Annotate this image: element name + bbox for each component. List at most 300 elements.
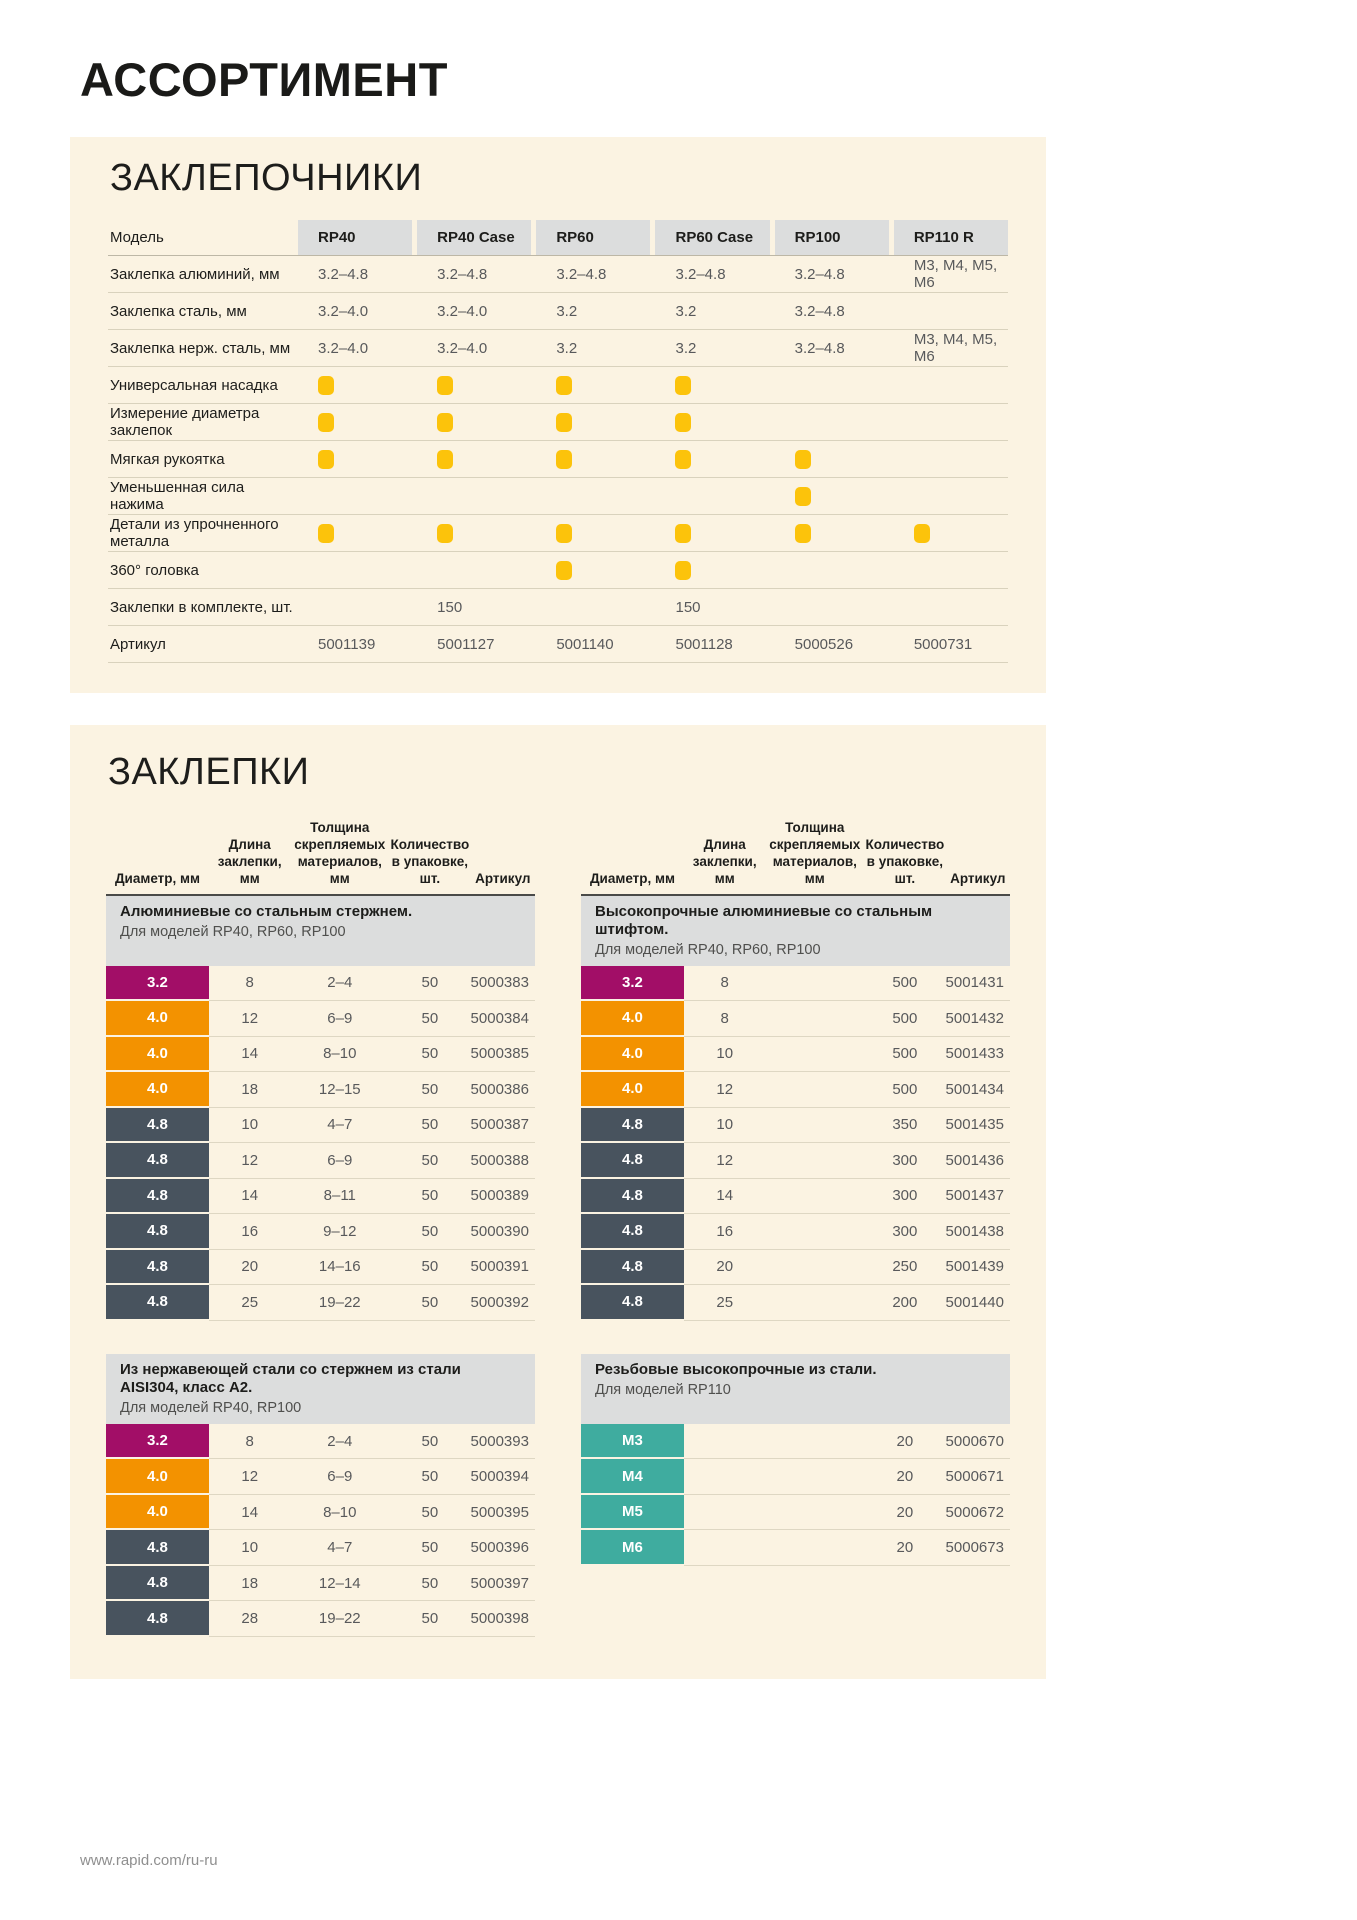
quantity-cell: 50 <box>389 1143 471 1179</box>
thickness-cell: 6–9 <box>290 1143 389 1179</box>
quantity-cell: 50 <box>389 1495 471 1531</box>
riveters-cell: M3, M4, M5, M6 <box>913 257 998 291</box>
sku-cell: 5001434 <box>946 1072 1010 1108</box>
sku-cell: 5001437 <box>946 1179 1010 1215</box>
length-cell: 12 <box>209 1001 291 1037</box>
thickness-cell <box>765 966 864 1002</box>
sku-cell: 5000386 <box>471 1072 535 1108</box>
feature-dot-icon <box>675 450 691 469</box>
quantity-cell: 500 <box>864 1001 946 1037</box>
table-row <box>581 1530 1010 1566</box>
thickness-cell: 4–7 <box>290 1108 389 1144</box>
rivet-table-models: Для моделей RP40, RP60, RP100 <box>120 923 346 940</box>
table-row <box>581 966 1010 1002</box>
riveters-cell <box>775 450 889 469</box>
riveters-cell <box>655 561 769 580</box>
length-cell: 12 <box>684 1143 766 1179</box>
length-cell: 18 <box>209 1072 291 1108</box>
riveters-row-label: Артикул <box>110 635 166 653</box>
feature-dot-icon <box>795 524 811 543</box>
diameter-cell: 4.0 <box>106 1037 209 1073</box>
table-row <box>106 1566 535 1602</box>
table-row <box>106 1285 535 1321</box>
diameter-cell: 3.2 <box>581 966 684 1002</box>
riveters-cell: 3.2–4.8 <box>437 265 488 283</box>
quantity-cell: 20 <box>864 1495 946 1531</box>
sku-cell: 5000389 <box>471 1179 535 1215</box>
sku-cell: 5000392 <box>471 1285 535 1321</box>
sku-cell: 5000395 <box>471 1495 535 1531</box>
rivet-table-rows <box>581 1424 1010 1637</box>
table-row <box>581 1285 1010 1321</box>
riveters-cell <box>298 376 412 395</box>
table-row <box>108 552 1008 589</box>
riveters-row-label: Мягкая рукоятка <box>110 450 225 468</box>
sku-cell: 5000397 <box>471 1566 535 1602</box>
length-cell: 16 <box>684 1214 766 1250</box>
length-cell: 10 <box>684 1037 766 1073</box>
sku-cell: 5000387 <box>471 1108 535 1144</box>
feature-dot-icon <box>675 524 691 543</box>
quantity-cell: 50 <box>389 1459 471 1495</box>
table-row <box>106 1601 535 1637</box>
sku-cell: 5001439 <box>946 1250 1010 1286</box>
diameter-cell: 4.8 <box>106 1601 209 1637</box>
riveters-cell <box>775 487 889 506</box>
column-header: Артикул <box>950 870 1006 886</box>
riveters-model-header: RP100 <box>775 220 889 255</box>
rivet-table-models: Для моделей RP110 <box>595 1381 731 1398</box>
riveters-cell: 3.2 <box>556 339 578 357</box>
table-row <box>108 515 1008 552</box>
riveters-row-label: Заклепка нерж. сталь, мм <box>110 339 291 357</box>
table-row <box>581 1214 1010 1250</box>
riveters-cell: 3.2–4.0 <box>437 302 488 320</box>
diameter-cell: 4.8 <box>581 1108 684 1144</box>
length-cell: 16 <box>209 1214 291 1250</box>
riveters-cell <box>536 376 650 395</box>
sku-cell: 5001432 <box>946 1001 1010 1037</box>
rivets-panel <box>70 725 1046 1679</box>
rivet-column-headers-right <box>581 820 1010 896</box>
length-cell: 14 <box>209 1037 291 1073</box>
thickness-cell: 12–14 <box>290 1566 389 1602</box>
riveters-cell: 3.2–4.8 <box>794 339 845 357</box>
quantity-cell: 500 <box>864 1037 946 1073</box>
feature-dot-icon <box>795 487 811 506</box>
riveters-row-label: Уменьшенная сила нажима <box>110 479 245 513</box>
quantity-cell: 20 <box>864 1459 946 1495</box>
table-row <box>106 1072 535 1108</box>
sku-cell: 5000384 <box>471 1001 535 1037</box>
riveters-cell: 3.2 <box>556 302 578 320</box>
quantity-cell: 500 <box>864 966 946 1002</box>
table-row <box>106 1001 535 1037</box>
rivet-table-title: Высокопрочные алюминиевые со стальным штифтом. <box>595 902 933 938</box>
diameter-cell: 4.0 <box>106 1459 209 1495</box>
feature-dot-icon <box>318 413 334 432</box>
sku-cell: 5001435 <box>946 1108 1010 1144</box>
length-cell: 20 <box>684 1250 766 1286</box>
quantity-cell: 300 <box>864 1179 946 1215</box>
riveters-model-header: RP40 Case <box>417 220 531 255</box>
table-row <box>581 1424 1010 1460</box>
quantity-cell: 50 <box>389 1001 471 1037</box>
table-row <box>581 1108 1010 1144</box>
feature-dot-icon <box>914 524 930 543</box>
thickness-cell: 12–15 <box>290 1072 389 1108</box>
diameter-cell: M5 <box>581 1495 684 1531</box>
sku-cell: 5000388 <box>471 1143 535 1179</box>
riveters-cell: 5001127 <box>437 635 495 653</box>
length-cell: 8 <box>209 1424 291 1460</box>
column-header: Количество в упаковке, шт. <box>865 836 945 886</box>
quantity-cell: 50 <box>389 1566 471 1602</box>
riveters-panel <box>70 137 1046 693</box>
riveters-cell: 3.2–4.0 <box>318 339 369 357</box>
rivets-section-title: ЗАКЛЕПКИ <box>108 751 310 793</box>
sku-cell: 5000393 <box>471 1424 535 1460</box>
rivet-table-rows <box>106 1424 535 1637</box>
diameter-cell: 4.8 <box>581 1179 684 1215</box>
length-cell <box>684 1495 766 1531</box>
column-header: Артикул <box>475 870 531 886</box>
riveters-model-column-label: Модель <box>110 229 164 246</box>
thickness-cell: 9–12 <box>290 1214 389 1250</box>
thickness-cell <box>765 1108 864 1144</box>
diameter-cell: 4.8 <box>106 1143 209 1179</box>
rivet-table-rows <box>581 966 1010 1321</box>
rivet-table-rows <box>106 966 535 1321</box>
riveters-cell: 3.2–4.0 <box>318 302 369 320</box>
diameter-cell: 4.8 <box>106 1285 209 1321</box>
diameter-cell: 4.0 <box>106 1495 209 1531</box>
length-cell <box>684 1530 766 1566</box>
page-title: АССОРТИМЕНТ <box>80 53 448 106</box>
riveters-cell <box>298 413 412 432</box>
riveters-model-header: RP110 R <box>894 220 1008 255</box>
table-row <box>106 1108 535 1144</box>
quantity-cell: 50 <box>389 1108 471 1144</box>
thickness-cell: 6–9 <box>290 1459 389 1495</box>
column-header: Диаметр, мм <box>589 870 676 886</box>
riveters-row-label: Измерение диаметра заклепок <box>110 405 260 439</box>
thickness-cell <box>765 1495 864 1531</box>
riveters-cell: 5000731 <box>913 635 973 653</box>
table-row <box>106 1495 535 1531</box>
length-cell: 10 <box>209 1108 291 1144</box>
diameter-cell: 3.2 <box>106 966 209 1002</box>
table-row <box>581 1250 1010 1286</box>
diameter-cell: 4.8 <box>106 1108 209 1144</box>
riveters-cell <box>894 524 1008 543</box>
table-row <box>108 367 1008 404</box>
sku-cell: 5000391 <box>471 1250 535 1286</box>
table-row <box>108 293 1008 330</box>
table-row <box>108 478 1008 515</box>
table-row <box>106 1250 535 1286</box>
diameter-cell: 4.8 <box>106 1250 209 1286</box>
thickness-cell <box>765 1072 864 1108</box>
riveters-cell <box>298 524 412 543</box>
column-header: Длина заклепки, мм <box>217 836 282 886</box>
sku-cell: 5000670 <box>946 1424 1010 1460</box>
table-row <box>106 1459 535 1495</box>
quantity-cell: 50 <box>389 1072 471 1108</box>
length-cell: 12 <box>209 1143 291 1179</box>
riveters-cell <box>536 524 650 543</box>
thickness-cell <box>765 1143 864 1179</box>
sku-cell: 5000390 <box>471 1214 535 1250</box>
table-row <box>106 966 535 1002</box>
diameter-cell: 4.8 <box>581 1143 684 1179</box>
table-row <box>581 1143 1010 1179</box>
feature-dot-icon <box>675 413 691 432</box>
length-cell: 8 <box>209 966 291 1002</box>
riveters-cell <box>775 524 889 543</box>
riveters-cell <box>417 413 531 432</box>
quantity-cell: 20 <box>864 1424 946 1460</box>
riveters-model-header: RP40 <box>298 220 412 255</box>
column-header: Толщина скрепляемых материалов, мм <box>769 820 861 886</box>
thickness-cell: 19–22 <box>290 1285 389 1321</box>
length-cell: 12 <box>209 1459 291 1495</box>
feature-dot-icon <box>318 376 334 395</box>
rivet-table-section-header <box>581 1354 1010 1424</box>
riveters-cell <box>536 413 650 432</box>
quantity-cell: 50 <box>389 1285 471 1321</box>
rivet-table-title: Из нержавеющей стали со стержнем из стали AISI304, класс А2. <box>120 1360 461 1396</box>
length-cell: 12 <box>684 1072 766 1108</box>
table-row <box>108 441 1008 478</box>
feature-dot-icon <box>556 450 572 469</box>
riveters-cell: 5001139 <box>318 635 376 653</box>
table-row <box>581 1495 1010 1531</box>
thickness-cell: 6–9 <box>290 1001 389 1037</box>
quantity-cell: 50 <box>389 1250 471 1286</box>
riveters-section-title: ЗАКЛЕПОЧНИКИ <box>110 157 423 199</box>
table-row <box>581 1179 1010 1215</box>
table-row <box>581 1037 1010 1073</box>
feature-dot-icon <box>437 413 453 432</box>
thickness-cell: 19–22 <box>290 1601 389 1637</box>
diameter-cell: 4.8 <box>581 1285 684 1321</box>
riveters-cell <box>655 450 769 469</box>
table-row <box>108 626 1008 663</box>
diameter-cell: 4.8 <box>106 1530 209 1566</box>
sku-cell: 5000394 <box>471 1459 535 1495</box>
column-header: Толщина скрепляемых материалов, мм <box>294 820 386 886</box>
diameter-cell: M6 <box>581 1530 684 1566</box>
riveters-cell: 150 <box>675 598 701 616</box>
quantity-cell: 50 <box>389 1179 471 1215</box>
sku-cell: 5000385 <box>471 1037 535 1073</box>
rivet-column-headers-left <box>106 820 535 896</box>
table-row <box>108 404 1008 441</box>
diameter-cell: 4.0 <box>581 1072 684 1108</box>
feature-dot-icon <box>556 376 572 395</box>
riveters-model-header: RP60 Case <box>655 220 769 255</box>
table-row <box>106 1530 535 1566</box>
diameter-cell: 4.8 <box>581 1250 684 1286</box>
riveters-row-label: Заклепка сталь, мм <box>110 302 247 320</box>
table-row <box>581 1459 1010 1495</box>
quantity-cell: 300 <box>864 1214 946 1250</box>
riveters-cell: 3.2 <box>675 339 697 357</box>
riveters-cell <box>417 450 531 469</box>
riveters-cell <box>655 524 769 543</box>
riveters-cell: 3.2 <box>675 302 697 320</box>
diameter-cell: 4.0 <box>581 1001 684 1037</box>
riveters-cell <box>298 450 412 469</box>
length-cell: 20 <box>209 1250 291 1286</box>
length-cell: 14 <box>209 1495 291 1531</box>
feature-dot-icon <box>675 561 691 580</box>
thickness-cell: 2–4 <box>290 1424 389 1460</box>
column-header: Количество в упаковке, шт. <box>390 836 470 886</box>
thickness-cell <box>765 1285 864 1321</box>
quantity-cell: 20 <box>864 1530 946 1566</box>
sku-cell: 5000398 <box>471 1601 535 1637</box>
footer-url: www.rapid.com/ru-ru <box>80 1852 218 1869</box>
diameter-cell: M3 <box>581 1424 684 1460</box>
diameter-cell: 4.0 <box>106 1001 209 1037</box>
table-row <box>108 589 1008 626</box>
thickness-cell <box>765 1001 864 1037</box>
thickness-cell <box>765 1179 864 1215</box>
feature-dot-icon <box>556 524 572 543</box>
thickness-cell <box>765 1530 864 1566</box>
rivet-table-models: Для моделей RP40, RP60, RP100 <box>595 941 821 958</box>
quantity-cell: 300 <box>864 1143 946 1179</box>
riveters-cell <box>536 450 650 469</box>
table-row <box>581 1072 1010 1108</box>
riveters-cell: 5001128 <box>675 635 733 653</box>
table-row <box>108 330 1008 367</box>
quantity-cell: 500 <box>864 1072 946 1108</box>
table-row <box>106 1179 535 1215</box>
thickness-cell <box>765 1424 864 1460</box>
thickness-cell: 4–7 <box>290 1530 389 1566</box>
length-cell: 25 <box>684 1285 766 1321</box>
quantity-cell: 350 <box>864 1108 946 1144</box>
riveters-row-label: Заклепки в комплекте, шт. <box>110 598 293 616</box>
riveters-cell: 150 <box>437 598 463 616</box>
feature-dot-icon <box>318 450 334 469</box>
quantity-cell: 50 <box>389 1424 471 1460</box>
thickness-cell <box>765 1214 864 1250</box>
table-row <box>106 1424 535 1460</box>
riveters-cell: 3.2–4.8 <box>318 265 369 283</box>
rivet-table-section-header <box>106 1354 535 1424</box>
riveters-cell: 5001140 <box>556 635 614 653</box>
sku-cell: 5000396 <box>471 1530 535 1566</box>
diameter-cell: 4.8 <box>581 1214 684 1250</box>
feature-dot-icon <box>437 376 453 395</box>
thickness-cell <box>765 1250 864 1286</box>
diameter-cell: M4 <box>581 1459 684 1495</box>
length-cell: 8 <box>684 1001 766 1037</box>
diameter-cell: 4.8 <box>106 1179 209 1215</box>
sku-cell: 5001431 <box>946 966 1010 1002</box>
table-row <box>581 1001 1010 1037</box>
sku-cell: 5001440 <box>946 1285 1010 1321</box>
sku-cell: 5001436 <box>946 1143 1010 1179</box>
feature-dot-icon <box>795 450 811 469</box>
rivet-table-title: Алюминиевые со стальным стержнем. <box>120 902 413 920</box>
thickness-cell: 14–16 <box>290 1250 389 1286</box>
quantity-cell: 50 <box>389 1214 471 1250</box>
rivet-table-models: Для моделей RP40, RP100 <box>120 1399 302 1416</box>
rivet-table-section-header <box>581 896 1010 966</box>
quantity-cell: 200 <box>864 1285 946 1321</box>
length-cell: 28 <box>209 1601 291 1637</box>
length-cell: 10 <box>209 1530 291 1566</box>
table-row <box>106 1037 535 1073</box>
riveters-cell <box>536 561 650 580</box>
length-cell: 8 <box>684 966 766 1002</box>
thickness-cell: 8–10 <box>290 1037 389 1073</box>
rivet-table-section-header <box>106 896 535 966</box>
riveters-cell <box>417 524 531 543</box>
riveters-cell: M3, M4, M5, M6 <box>913 331 998 365</box>
table-row <box>106 1214 535 1250</box>
riveters-cell <box>655 376 769 395</box>
riveters-cell: 3.2–4.8 <box>794 265 845 283</box>
diameter-cell: 4.0 <box>106 1072 209 1108</box>
quantity-cell: 50 <box>389 966 471 1002</box>
quantity-cell: 50 <box>389 1530 471 1566</box>
feature-dot-icon <box>675 376 691 395</box>
feature-dot-icon <box>318 524 334 543</box>
sku-cell: 5000672 <box>946 1495 1010 1531</box>
sku-cell: 5001433 <box>946 1037 1010 1073</box>
thickness-cell: 8–11 <box>290 1179 389 1215</box>
feature-dot-icon <box>437 524 453 543</box>
thickness-cell <box>765 1459 864 1495</box>
riveters-cell: 3.2–4.0 <box>437 339 488 357</box>
length-cell: 14 <box>684 1179 766 1215</box>
diameter-cell: 3.2 <box>106 1424 209 1460</box>
riveters-row-label: Заклепка алюминий, мм <box>110 265 280 283</box>
table-row <box>108 256 1008 293</box>
feature-dot-icon <box>437 450 453 469</box>
riveters-cell <box>655 413 769 432</box>
length-cell: 10 <box>684 1108 766 1144</box>
length-cell <box>684 1459 766 1495</box>
riveters-row-label: 360° головка <box>110 561 199 579</box>
thickness-cell <box>765 1037 864 1073</box>
diameter-cell: 4.8 <box>106 1566 209 1602</box>
thickness-cell: 8–10 <box>290 1495 389 1531</box>
column-header: Диаметр, мм <box>114 870 201 886</box>
rivets-tables <box>106 820 1010 1637</box>
riveters-model-header: RP60 <box>536 220 650 255</box>
riveters-cell: 3.2–4.8 <box>675 265 726 283</box>
length-cell: 14 <box>209 1179 291 1215</box>
diameter-cell: 4.0 <box>581 1037 684 1073</box>
quantity-cell: 50 <box>389 1037 471 1073</box>
sku-cell: 5000673 <box>946 1530 1010 1566</box>
riveters-cell: 3.2–4.8 <box>556 265 607 283</box>
riveters-row-label: Детали из упрочненного металла <box>110 516 279 550</box>
feature-dot-icon <box>556 413 572 432</box>
sku-cell: 5001438 <box>946 1214 1010 1250</box>
thickness-cell: 2–4 <box>290 966 389 1002</box>
riveters-row-label: Универсальная насадка <box>110 376 278 394</box>
sku-cell: 5000383 <box>471 966 535 1002</box>
length-cell: 18 <box>209 1566 291 1602</box>
